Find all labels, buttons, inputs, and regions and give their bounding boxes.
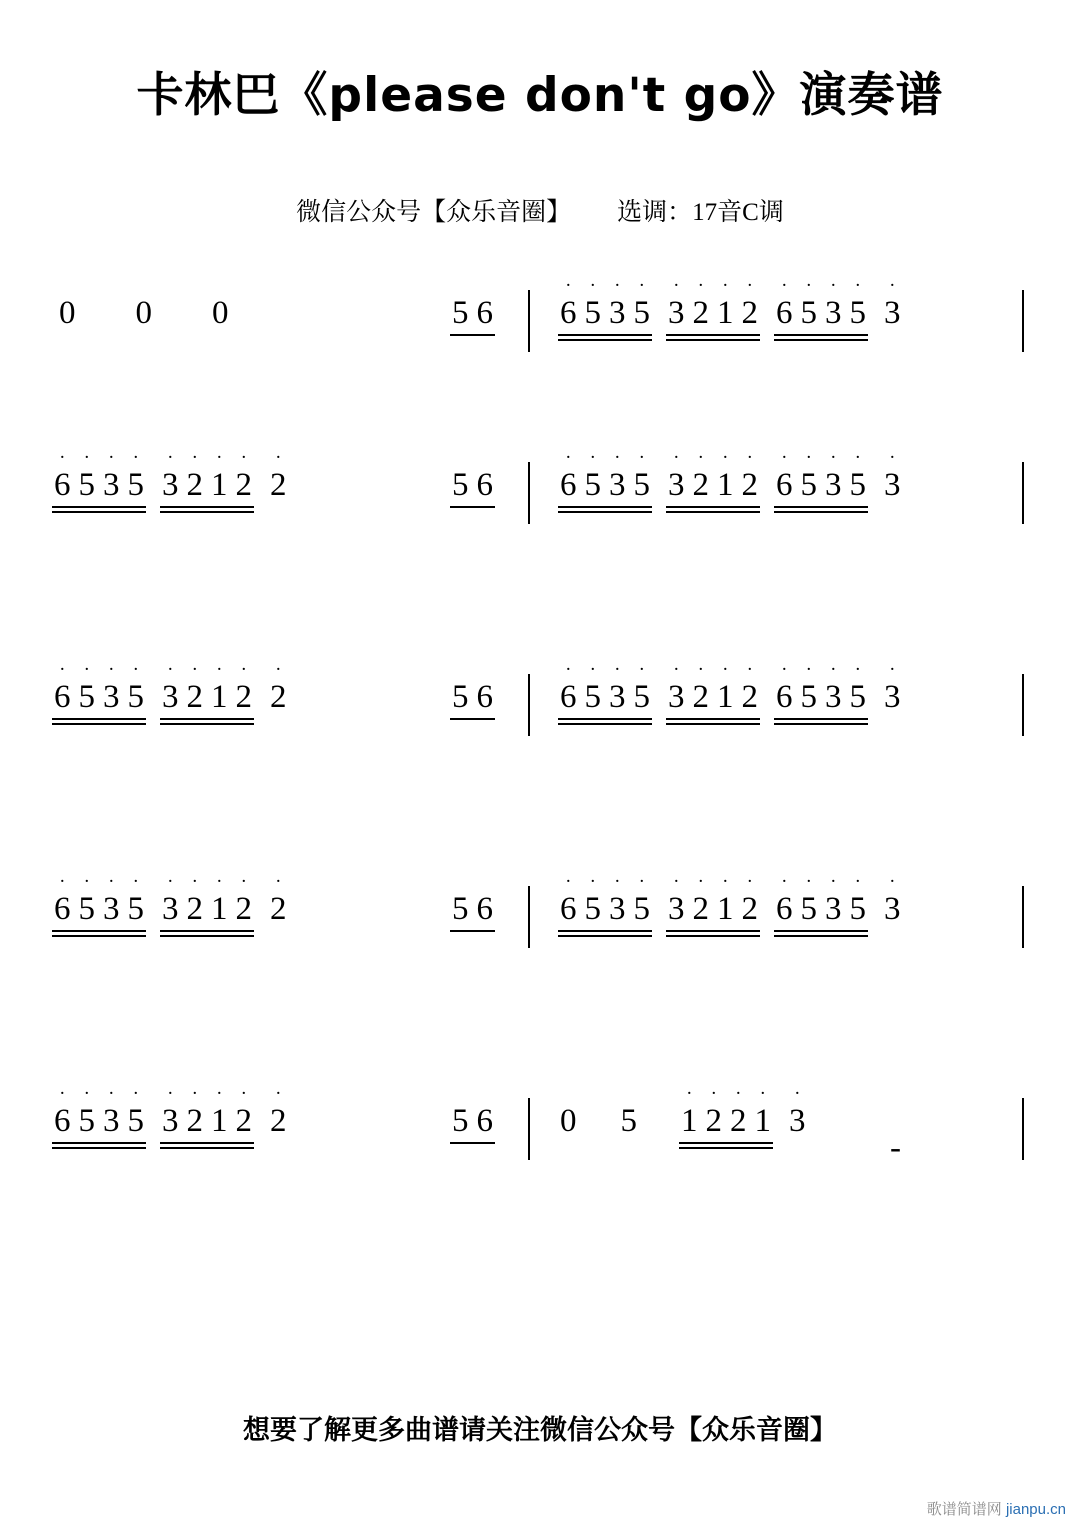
beam-group [664, 447, 762, 511]
note: · 5 [849, 871, 866, 927]
note: · 2 [186, 447, 203, 503]
note: · 6 [776, 447, 793, 503]
note: · 2 [741, 659, 758, 715]
measure-group [50, 871, 301, 935]
score-system [0, 1036, 1080, 1248]
note: · 5 [127, 447, 144, 503]
note: · 1 [211, 659, 228, 715]
note: 6 [476, 467, 493, 503]
note: · 2 [186, 659, 203, 715]
note: · 3 [609, 447, 626, 503]
site-watermark [927, 1498, 1066, 1519]
note: 0 [59, 295, 76, 331]
beam-group [50, 1083, 148, 1147]
note: · 3 [103, 871, 120, 927]
note: · 1 [754, 1083, 771, 1139]
note: · 3 [668, 871, 685, 927]
note: · 3 [884, 871, 901, 927]
note: · 2 [270, 447, 287, 503]
note: · 1 [211, 871, 228, 927]
beam-group [556, 659, 654, 723]
note: · 2 [741, 871, 758, 927]
beam-group [556, 275, 654, 339]
note: · 2 [270, 871, 287, 927]
beam-group [772, 447, 870, 511]
pickup-group [448, 1104, 507, 1147]
measure-group [556, 659, 915, 723]
beam-group [772, 659, 870, 723]
note: · 5 [633, 871, 650, 927]
note: · 1 [717, 275, 734, 331]
note-single [266, 871, 291, 935]
footer-note: 想要了解更多曲谱请关注微信公众号【众乐音圈】 [243, 1415, 837, 1445]
note: · 6 [560, 447, 577, 503]
note: · 5 [78, 659, 95, 715]
note: · 3 [884, 275, 901, 331]
beam-group [772, 275, 870, 339]
note: · 5 [633, 659, 650, 715]
beam-group [664, 659, 762, 723]
beam-group [158, 447, 256, 511]
note: · 2 [692, 659, 709, 715]
barline [528, 674, 530, 736]
beam-group [448, 1104, 497, 1147]
measure-group [50, 659, 301, 723]
note: · 6 [776, 659, 793, 715]
note: · 3 [884, 659, 901, 715]
note: · 5 [849, 659, 866, 715]
note: · 3 [668, 275, 685, 331]
note: · 3 [609, 275, 626, 331]
note: · 3 [825, 871, 842, 927]
measure-group [556, 871, 915, 935]
note: · 5 [633, 447, 650, 503]
key-label: 选调：17音C调 [617, 199, 784, 226]
note: · 5 [78, 871, 95, 927]
note: · 2 [741, 275, 758, 331]
beam-group [448, 680, 497, 723]
note: · 5 [127, 1083, 144, 1139]
score-system [0, 268, 1080, 440]
note: · 3 [103, 659, 120, 715]
subtitle-line [0, 192, 1080, 228]
note-single [617, 1104, 642, 1147]
note: · 5 [633, 275, 650, 331]
note: 6 [476, 1103, 493, 1139]
note: · 2 [705, 1083, 722, 1139]
beam-group [50, 659, 148, 723]
pickup-group [448, 892, 507, 935]
note-single [266, 659, 291, 723]
note: · 3 [162, 659, 179, 715]
note: · 3 [103, 447, 120, 503]
note: · 1 [681, 1083, 698, 1139]
note: · 3 [825, 275, 842, 331]
note: 6 [476, 679, 493, 715]
note: · 5 [127, 871, 144, 927]
note: · 2 [235, 659, 252, 715]
note: · 1 [211, 447, 228, 503]
note: · 2 [235, 447, 252, 503]
note-single [880, 275, 905, 339]
note: 5 [452, 1103, 469, 1139]
watermark-url: jianpu.cn [1005, 1501, 1066, 1518]
beam-group [158, 871, 256, 935]
note: · 5 [584, 871, 601, 927]
note: · 5 [800, 659, 817, 715]
note: 5 [452, 679, 469, 715]
note-single [880, 871, 905, 935]
rest-group [55, 296, 233, 330]
note: · 3 [609, 659, 626, 715]
barline [1022, 1098, 1024, 1160]
note: · 5 [849, 275, 866, 331]
pickup-group [448, 468, 507, 511]
note: · 5 [849, 447, 866, 503]
note: · 3 [668, 447, 685, 503]
pickup-group [448, 296, 507, 339]
barline [528, 290, 530, 352]
note: · 3 [668, 659, 685, 715]
beam-group [158, 1083, 256, 1147]
note: · 2 [186, 1083, 203, 1139]
note: 0 [212, 295, 229, 331]
note: · 1 [717, 659, 734, 715]
barline [1022, 886, 1024, 948]
beam-group [50, 871, 148, 935]
note: · 5 [584, 275, 601, 331]
barline [1022, 462, 1024, 524]
note: · 3 [162, 871, 179, 927]
beam-group [556, 447, 654, 511]
pickup-group [448, 680, 507, 723]
note: · 2 [270, 1083, 287, 1139]
note-single [880, 447, 905, 511]
wechat-account-label: 微信公众号【众乐音圈】 [296, 199, 572, 226]
note: · 3 [825, 659, 842, 715]
note: · 5 [78, 1083, 95, 1139]
note: · 5 [800, 871, 817, 927]
note: · 2 [235, 871, 252, 927]
measure-group [556, 447, 915, 511]
note: · 6 [54, 659, 71, 715]
note: · 2 [270, 659, 287, 715]
barline [528, 462, 530, 524]
note: · 5 [584, 659, 601, 715]
note: 5 [620, 1103, 637, 1139]
note: · 3 [162, 1083, 179, 1139]
note: 6 [476, 295, 493, 331]
measure-group [556, 1083, 820, 1147]
note: · 2 [730, 1083, 747, 1139]
note: · 2 [741, 447, 758, 503]
score-system [0, 824, 1080, 1036]
note: 5 [452, 891, 469, 927]
note: 0 [560, 1103, 577, 1139]
barline [528, 1098, 530, 1160]
barline [1022, 674, 1024, 736]
note: · 3 [825, 447, 842, 503]
note: · 1 [717, 871, 734, 927]
beam-group [677, 1083, 775, 1147]
note: · 2 [186, 871, 203, 927]
note: · 6 [54, 1083, 71, 1139]
note: · 6 [54, 447, 71, 503]
note: 6 [476, 891, 493, 927]
note: · 5 [127, 659, 144, 715]
note: · 5 [78, 447, 95, 503]
note-single [785, 1083, 810, 1147]
note: · 1 [211, 1083, 228, 1139]
note-single [266, 447, 291, 511]
measure-group [50, 1083, 301, 1147]
note: · 2 [692, 871, 709, 927]
note: 0 [135, 295, 152, 331]
note-single [266, 1083, 291, 1147]
note: · 3 [162, 447, 179, 503]
note: · 5 [800, 447, 817, 503]
note: · 2 [235, 1083, 252, 1139]
note: · 5 [584, 447, 601, 503]
beam-group [664, 871, 762, 935]
beam-group [50, 447, 148, 511]
note-single [556, 1104, 581, 1147]
hold-dash: - [890, 1130, 901, 1166]
note: · 6 [560, 871, 577, 927]
note: · 3 [103, 1083, 120, 1139]
beam-group [448, 468, 497, 511]
score-system [0, 440, 1080, 612]
note: · 5 [800, 275, 817, 331]
watermark-cn: 歌谱简谱网 [926, 1501, 1002, 1518]
note: · 6 [776, 871, 793, 927]
note: 5 [452, 467, 469, 503]
note: · 6 [560, 659, 577, 715]
beam-group [448, 892, 497, 935]
note: · 6 [776, 275, 793, 331]
beam-group [158, 659, 256, 723]
beam-group [772, 871, 870, 935]
measure-group [50, 447, 301, 511]
barline [1022, 290, 1024, 352]
note: · 1 [717, 447, 734, 503]
note: · 6 [560, 275, 577, 331]
beam-group [664, 275, 762, 339]
note: · 2 [692, 275, 709, 331]
score-system [0, 612, 1080, 824]
note: · 3 [789, 1083, 806, 1139]
note: · 3 [609, 871, 626, 927]
page-title: 卡林巴《please don't go》演奏谱 [136, 68, 944, 123]
barline [528, 886, 530, 948]
note-single [880, 659, 905, 723]
beam-group [556, 871, 654, 935]
score-area [0, 268, 1080, 1248]
note: · 3 [884, 447, 901, 503]
note: · 6 [54, 871, 71, 927]
note: 5 [452, 295, 469, 331]
measure-group [556, 275, 915, 339]
beam-group [448, 296, 497, 339]
note: · 2 [692, 447, 709, 503]
